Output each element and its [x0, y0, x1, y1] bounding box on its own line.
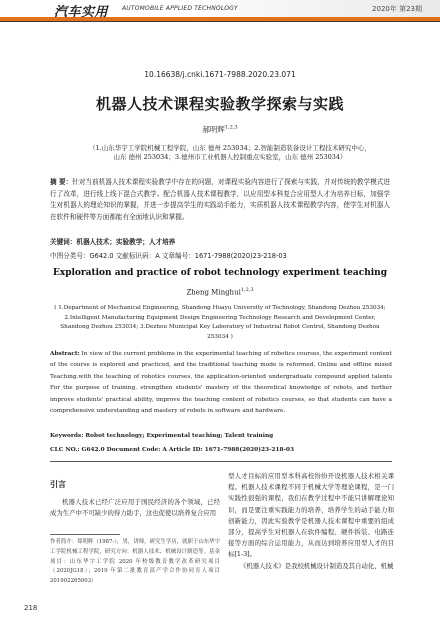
intro-right-paragraph: 《机器人技术》是我校机械设计制造及其自动化、机械 [240, 561, 394, 570]
abstract-cn [50, 177, 390, 223]
abstract-cn-text: 针对当前机器人技术课程实验教学中存在的问题，对课程实验内容进行了探索与实践，并对传统的教学模式进行了改革，进行线上线下混合式教学。配合机器人技术课程教学，以应用型本科复合应用型人才为培养目标，加强学生对机器人的理论知识的掌握，并进一步提高学生的实践动手能力，实质机器人技术课程教学内容，使学生对机器人在软件和硬件等方面都能有全面地认识和掌握。 [50, 178, 391, 221]
keywords-cn [50, 236, 390, 246]
author-cn-name: 郝明辉 [202, 125, 225, 134]
classification-en: CLC NO.: G642.0 Document Code: A Article ID: 1671-7988(2020)23-218-03 [50, 447, 294, 453]
author-en-sup: 1,2,3 [240, 287, 254, 293]
keywords-cn-text: 机器人技术；实验教学；人才培养 [76, 238, 176, 246]
footnote-rule [50, 534, 120, 535]
journal-banner [0, 0, 440, 22]
affiliation-en-line: 2.Intelligent Manufacturing Equipment Design Engineering Technology Research and Development Center, [64, 314, 376, 321]
issue-label: 2020年 第23期 [372, 5, 422, 13]
author-cn-sup: 1,2,3 [224, 124, 238, 131]
journal-logo-cn: 汽车实用 [54, 5, 109, 20]
author-cn [0, 124, 440, 135]
doi: 10.16638/j.cnki.1671-7988.2020.23.071 [144, 70, 296, 79]
intro-right-column [228, 471, 394, 572]
affiliation-cn [70, 144, 390, 162]
keywords-cn-label: 关键词： [50, 238, 77, 246]
intro-left-column: 机器人技术已经广泛应用于国民经济的各个领域，已经成为生产中不可缺少的得力助手，这也促使以培养复合应用 [50, 498, 220, 518]
keywords-en: Keywords: Robot technology; Experimental teaching; Talent training [50, 433, 274, 439]
affiliation-cn-line: （1.山东华宇工学院机械工程学院，山东 德州 253034；2.智能制造装备设计工程技术研究中心， [89, 144, 371, 152]
abstract-cn-label: 摘 要： [50, 178, 73, 186]
author-en-name: Zheng Minghui [186, 288, 241, 297]
abstract-en-label: Abstract: [50, 351, 80, 357]
section-heading-intro: 引言 [50, 480, 66, 489]
affiliation-en-line: Shandong Dezhou 253034; 3.Dezhou Municipal Key Laboratory of Industrial Robot Control, Shandong Dezhou 253034 ) [60, 324, 380, 340]
paper-title-en: Exploration and practice of robot technology experiment teaching [52, 268, 388, 278]
author-footnote: 作者简介：郑明辉（1987-），男，讲师，研究生学历，就职于山东华宇工学院机械工程学院，研究方向：机器人技术、机械设计制造等。基金项目：山东华宇工学院 2020 年校级教育教学改革研究项目（2020JG18）；2019 年第二批教育部产学合作协同育人项目 201902265003） [50, 539, 220, 585]
abstract-en [50, 349, 392, 417]
abstract-en-text: In view of the current problems in the experimental teaching of robotics courses, the experiment content of the course is explored and practiced, and the traditional teaching mode is reformed. Online and offline mixed Teaching.with the teaching of robotics courses, the application-oriented undergraduate compound applied talents For the purpose of training, strengthen students' mastery of the theoretical knowledge of robots, and further improve students' practical ability, improve the teaching content of robotics courses, so that students can have a comprehensive understanding and mastery of robots in software and hardware. [50, 351, 392, 415]
paper-title-cn: 机器人技术课程实验教学探索与实践 [95, 95, 344, 113]
affiliation-en-line: ( 1.Department of Mechanical Engineering, Shandong Huayu University of Technology, Shandong Dezhou 253034; [54, 305, 386, 311]
classification-cn: 中图分类号：G642.0 文献标识码：A 文章编号：1671-7988(2020)23-218-03 [50, 252, 287, 260]
page-number: 218 [24, 604, 38, 612]
section-divider [50, 461, 392, 462]
affiliation-en [54, 304, 386, 342]
banner-dark-rule [0, 21, 440, 22]
author-en [0, 287, 440, 296]
journal-logo-en: AUTOMOBILE APPLIED TECHNOLOGY [122, 5, 238, 12]
affiliation-cn-line: 山东 德州 253034；3.德州市工业机器人控制重点实验室，山东 德州 253034） [113, 153, 347, 161]
intro-right-paragraph: 型人才目标的应用型本科高校纷纷开设机器人技术相关课程。机器人技术课程不同于机械大学等理论课程，是一门实践性很强的课程，我们在教学过程中不能只讲解理论知识，而是要注重实践能力的培养，培养学生的动手能力和创新能力，因此实验教学是机器人技术课程中重要的组成部分，提高学生对机器人在软件编程、硬件拆装、电路连接等方面的综合运用能力，从而达到培养应用型人才的目标[1-3]。 [228, 472, 394, 559]
